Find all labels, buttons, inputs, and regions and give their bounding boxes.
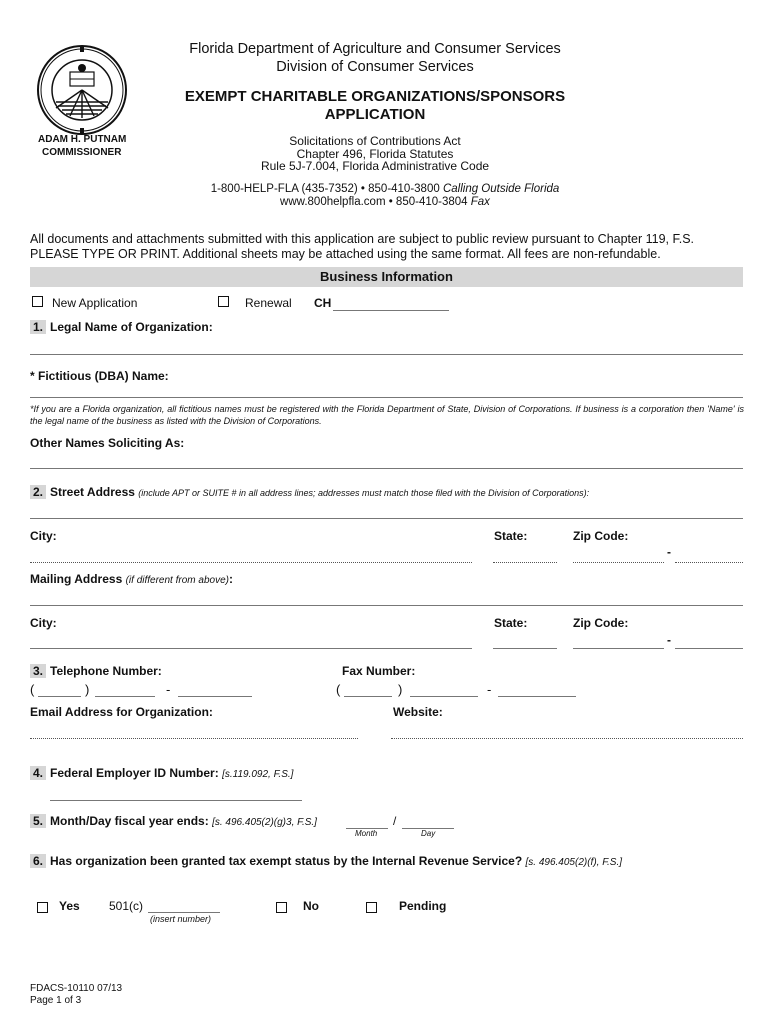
email-label: Email Address for Organization: (30, 705, 213, 719)
renewal-checkbox[interactable] (218, 296, 229, 307)
ch-label: CH (314, 296, 332, 310)
question-number-4: 4. (30, 766, 46, 780)
street-address-field[interactable] (30, 518, 743, 519)
website-label: Website: (393, 705, 443, 719)
tax-exempt-yes-label: Yes (59, 899, 80, 913)
section-header: Business Information (30, 267, 743, 287)
phone-line (140, 183, 630, 195)
question-number-5: 5. (30, 814, 46, 828)
question-number-3: 3. (30, 664, 46, 678)
website-field[interactable] (391, 738, 743, 739)
phone-dash: - (166, 682, 171, 697)
mailing-address-note: (if different from above) (125, 575, 229, 586)
fax-prefix-field[interactable] (410, 696, 478, 697)
zip-field[interactable] (573, 562, 664, 563)
other-names-field[interactable] (30, 468, 743, 469)
city-field[interactable] (30, 562, 472, 563)
department-seal (36, 44, 128, 136)
law-reference-2: Chapter 496, Florida Statutes (296, 147, 454, 161)
tax-exempt-no-label: No (303, 899, 319, 913)
website-fax: www.800helpfla.com • 850-410-3804 (280, 196, 468, 208)
form-number: FDACS-10110 07/13 (30, 983, 123, 994)
mailing-zip-ext-field[interactable] (675, 648, 743, 649)
mailing-city-label: City: (30, 616, 57, 630)
intro-paragraph: All documents and attachments submitted with this application are subject to public review pursuant to Chapter 119, F.S. PLEASE TYPE OR PRINT. Additional sheets may be attached using the same format. All fees are non-refundable. (30, 232, 695, 261)
phone-paren-open: ( (30, 682, 35, 697)
city-label: City: (30, 529, 57, 543)
phone-paren-close: ) (85, 682, 90, 697)
mailing-state-label: State: (494, 616, 528, 630)
mailing-zip-dash: - (667, 633, 671, 647)
commissioner-name: ADAM H. PUTNAM (38, 134, 127, 145)
fax-line-field[interactable] (498, 696, 576, 697)
501c-number-field[interactable] (148, 912, 220, 913)
phone-area-code-field[interactable] (38, 696, 81, 697)
zip-ext-field[interactable] (675, 562, 743, 563)
phone-note: Calling Outside Florida (442, 183, 560, 195)
fein-label: 4. Federal Employer ID Number: [s.119.092, F.S.] (30, 766, 293, 780)
form-title: EXEMPT CHARITABLE ORGANIZATIONS/SPONSORS (184, 88, 566, 105)
division-name: Division of Consumer Services (276, 59, 474, 75)
mailing-address-field[interactable] (30, 605, 743, 606)
mailing-city-field[interactable] (30, 648, 472, 649)
mailing-zip-field[interactable] (573, 648, 664, 649)
fax-label: Fax Number: (342, 664, 416, 678)
fiscal-slash: / (393, 814, 397, 828)
fax-area-code-field[interactable] (344, 696, 392, 697)
fictitious-name-field[interactable] (30, 397, 743, 398)
tax-exempt-pending-label: Pending (399, 899, 447, 913)
tax-exempt-yes-checkbox[interactable] (37, 902, 48, 913)
fiscal-year-label: 5. Month/Day fiscal year ends: [s. 496.405(2)(g)3, F.S.] (30, 814, 317, 828)
phone-numbers: 1-800-HELP-FLA (435-7352) • 850-410-3800 (210, 183, 440, 195)
tax-exempt-question: 6. Has organization been granted tax exempt status by the Internal Revenue Service? [s. 496.405(2)(f), F.S.] (30, 854, 622, 868)
501c-label: 501(c) (109, 899, 144, 913)
telephone-label: 3. Telephone Number: (30, 664, 162, 678)
legal-name-field[interactable] (30, 354, 743, 355)
fein-statute: [s.119.092, F.S.] (222, 769, 294, 780)
mailing-address-label: Mailing Address (if different from above): (30, 572, 233, 586)
phone-prefix-field[interactable] (95, 696, 155, 697)
law-reference-1: Solicitations of Contributions Act (289, 134, 461, 148)
form-subtitle: APPLICATION (324, 106, 426, 123)
legal-name-label: 1. Legal Name of Organization: (30, 320, 213, 334)
day-caption: Day (421, 829, 436, 838)
question-number-1: 1. (30, 320, 46, 334)
fax-note: Fax (470, 196, 490, 208)
email-field[interactable] (30, 738, 358, 739)
tax-exempt-no-checkbox[interactable] (276, 902, 287, 913)
zip-dash: - (667, 545, 671, 559)
fax-dash: - (487, 682, 492, 697)
fictitious-name-label: * Fictitious (DBA) Name: (30, 369, 169, 383)
tax-exempt-pending-checkbox[interactable] (366, 902, 377, 913)
question-number-6: 6. (30, 854, 46, 868)
street-address-label: 2. Street Address (include APT or SUITE # in all address lines; addresses must match those filed with the Division of Corporations): (30, 485, 589, 499)
commissioner-title: COMMISSIONER (42, 147, 122, 158)
renewal-label: Renewal (245, 296, 292, 310)
fax-paren-close: ) (398, 682, 403, 697)
other-names-label: Other Names Soliciting As: (30, 436, 185, 450)
question-number-2: 2. (30, 485, 46, 499)
501c-caption: (insert number) (150, 914, 212, 924)
street-address-note: (include APT or SUITE # in all address lines; addresses must match those filed with the Division of Corporations): (138, 488, 590, 498)
department-name: Florida Department of Agriculture and Consumer Services (189, 41, 561, 57)
zip-label: Zip Code: (573, 529, 629, 543)
phone-line-field[interactable] (178, 696, 252, 697)
fein-field[interactable] (50, 800, 302, 801)
state-field[interactable] (493, 562, 557, 563)
fax-paren-open: ( (336, 682, 341, 697)
fiscal-year-statute: [s. 496.405(2)(g)3, F.S.] (212, 817, 317, 828)
fictitious-name-note: *If you are a Florida organization, all fictitious names must be registered with the Florida Department of State, Division of Corporations. If business is a corporation then 'Name' is the legal name of the business as listed with the Division of Corporations. (30, 404, 744, 426)
new-application-label: New Application (52, 296, 138, 310)
mailing-state-field[interactable] (493, 648, 557, 649)
law-reference-3: Rule 5J-7.004, Florida Administrative Code (260, 159, 490, 173)
state-label: State: (494, 529, 528, 543)
mailing-zip-label: Zip Code: (573, 616, 629, 630)
page-number: Page 1 of 3 (30, 995, 82, 1006)
ch-number-field[interactable] (333, 310, 449, 311)
new-application-checkbox[interactable] (32, 296, 43, 307)
tax-exempt-statute: [s. 496.405(2)(f), F.S.] (525, 857, 623, 868)
month-caption: Month (355, 829, 378, 838)
web-line (140, 196, 630, 208)
